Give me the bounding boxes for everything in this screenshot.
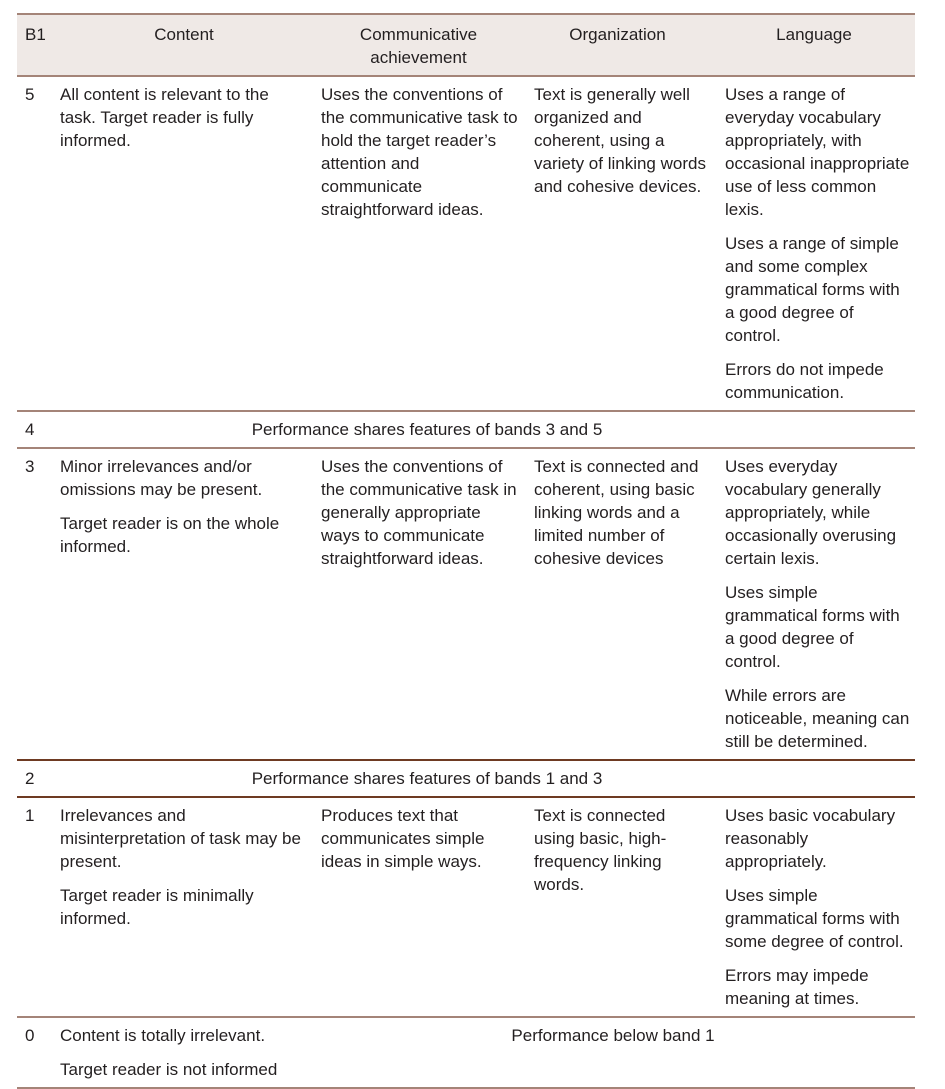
- table-row-band-4: [17, 411, 915, 448]
- descriptor: Uses simple grammatical forms with a good degree of control.: [725, 583, 900, 671]
- table-row-band-1: [17, 797, 915, 1017]
- language-cell: [713, 448, 915, 760]
- below-band-note: Performance below band 1: [511, 1026, 715, 1045]
- organization-cell: [522, 797, 713, 1017]
- descriptor: Uses a range of everyday vocabulary appropriately, with occasional inappropriate use of less common lexis.: [725, 85, 910, 219]
- descriptor: Errors do not impede communication.: [725, 360, 884, 402]
- descriptor: Content is totally irrelevant.: [60, 1026, 266, 1045]
- table-row-band-0: [17, 1017, 915, 1088]
- communicative-cell: [315, 448, 522, 760]
- content-cell: [53, 448, 315, 760]
- language-cell: [713, 76, 915, 411]
- header-row: [17, 14, 915, 76]
- shared-features-note: Performance shares features of bands 3 and 5: [251, 420, 603, 439]
- descriptor: Produces text that communicates simple ideas in simple ways.: [321, 806, 485, 871]
- header-content: Content: [154, 25, 214, 44]
- descriptor: Uses the conventions of the communicative task in generally appropriate ways to communicate straightforward ideas.: [321, 457, 517, 568]
- descriptor: Uses the conventions of the communicative task to hold the target reader’s attention and communicate straightforward ideas.: [321, 85, 518, 219]
- content-cell: [53, 76, 315, 411]
- table-row-band-3: [17, 448, 915, 760]
- descriptor: Uses simple grammatical forms with some degree of control.: [725, 886, 904, 951]
- shared-features-note: Performance shares features of bands 1 and 3: [251, 769, 603, 788]
- communicative-cell: [315, 797, 522, 1017]
- band-number: 5: [25, 85, 35, 104]
- descriptor: While errors are noticeable, meaning can still be determined.: [725, 686, 910, 751]
- descriptor: Target reader is on the whole informed.: [60, 514, 280, 556]
- communicative-cell: [315, 76, 522, 411]
- descriptor: Minor irrelevances and/or omissions may be present.: [60, 457, 263, 499]
- descriptor: Text is generally well organized and coherent, using a variety of linking words and cohesive devices.: [534, 85, 706, 196]
- descriptor: Errors may impede meaning at times.: [725, 966, 869, 1008]
- band-number: 1: [25, 806, 35, 825]
- table-body: [17, 76, 915, 1088]
- descriptor: Text is connected using basic, high-frequency linking words.: [534, 806, 667, 894]
- content-cell: [53, 797, 315, 1017]
- content-cell: [53, 1017, 315, 1088]
- band-number: 2: [25, 769, 35, 788]
- descriptor: Text is connected and coherent, using basic linking words and a limited number of cohesive devices: [534, 457, 699, 568]
- header-language: Language: [776, 25, 852, 44]
- table-header: [17, 14, 915, 76]
- band-number: 3: [25, 457, 35, 476]
- descriptor: Irrelevances and misinterpretation of task may be present.: [60, 806, 301, 871]
- descriptor: Uses basic vocabulary reasonably appropriately.: [725, 806, 896, 871]
- table-row-band-5: [17, 76, 915, 411]
- descriptor: Target reader is not informed: [60, 1060, 278, 1079]
- organization-cell: [522, 76, 713, 411]
- header-band-level: B1: [25, 25, 46, 44]
- descriptor: All content is relevant to the task. Target reader is fully informed.: [60, 85, 269, 150]
- table-row-band-2: [17, 760, 915, 797]
- header-organization: Organization: [569, 25, 666, 44]
- header-communicative-achievement: Communicative achievement: [359, 25, 478, 67]
- band-number: 0: [25, 1026, 35, 1045]
- band-number: 4: [25, 420, 35, 439]
- language-cell: [713, 797, 915, 1017]
- descriptor: Uses a range of simple and some complex grammatical forms with a good degree of control.: [725, 234, 900, 345]
- descriptor: Uses everyday vocabulary generally appropriately, while occasionally overusing certain lexis.: [725, 457, 897, 568]
- descriptor: Target reader is minimally informed.: [60, 886, 254, 928]
- assessment-rubric-table: [17, 13, 915, 1089]
- organization-cell: [522, 448, 713, 760]
